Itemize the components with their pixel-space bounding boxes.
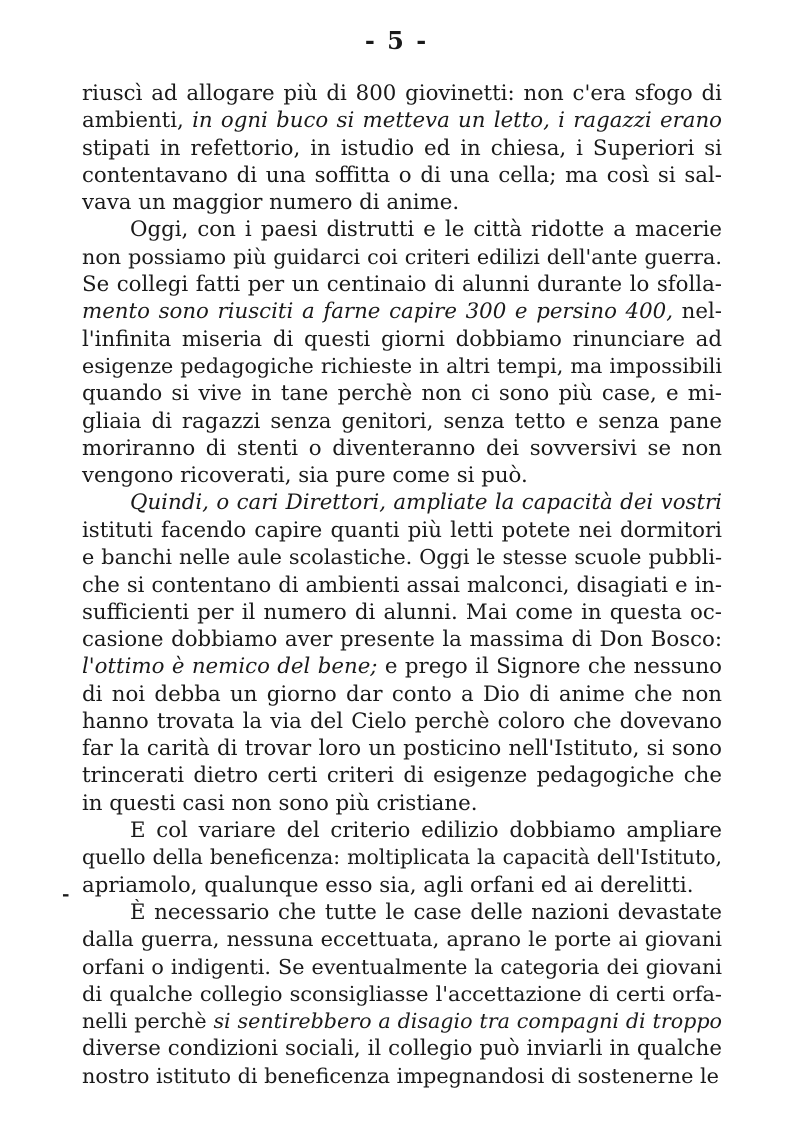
text-line bbox=[82, 135, 722, 162]
text-run: far la carità di trovar loro un posticino nell'Istituto, si sono bbox=[82, 736, 722, 762]
text-run: casione dobbiamo aver presente la massima di Don Bosco: bbox=[82, 626, 722, 652]
text-run: diverse condizioni sociali, il collegio può inviarli in qualche bbox=[82, 1036, 722, 1062]
text-line bbox=[82, 326, 722, 353]
text-line bbox=[82, 872, 722, 899]
text-line bbox=[82, 817, 722, 844]
text-line bbox=[82, 762, 722, 789]
text-line bbox=[82, 681, 722, 708]
text-line bbox=[82, 790, 722, 817]
text-run: istituti facendo capire quanti più letti potete nei dormitori bbox=[82, 517, 722, 543]
text-run: quando si vive in tane perchè non ci sono più case, e mi- bbox=[82, 381, 722, 407]
text-line bbox=[82, 653, 722, 680]
italic-text: mento sono riusciti a farne capire 300 e persino 400, bbox=[82, 299, 673, 325]
text-line bbox=[82, 162, 722, 189]
text-run: È necessario che tutte le case delle nazioni devastate bbox=[130, 899, 722, 925]
body-text bbox=[82, 80, 722, 1090]
text-run: vengono ricoverati, sia pure come si può. bbox=[82, 463, 528, 489]
text-run: trincerati dietro certi criteri di esigenze pedagogiche che bbox=[82, 763, 722, 789]
paragraph bbox=[82, 899, 722, 1090]
text-line bbox=[82, 380, 722, 407]
text-line bbox=[82, 271, 722, 298]
italic-text: in ogni buco si metteva un letto, i ragazzi erano bbox=[192, 108, 722, 134]
text-run: e prego il Signore che nessuno bbox=[377, 654, 722, 680]
italic-text: si sentirebbero a disagio tra compagni di troppo bbox=[213, 1009, 722, 1034]
text-line bbox=[82, 844, 722, 871]
text-run: nelli perchè bbox=[82, 1009, 214, 1034]
text-run: orfani o indigenti. Se eventualmente la categoria dei giovani bbox=[82, 954, 722, 979]
text-run: in questi casi non sono più cristiane. bbox=[82, 790, 478, 816]
text-line bbox=[82, 298, 722, 325]
text-line bbox=[82, 735, 722, 762]
text-line bbox=[82, 408, 722, 435]
text-line bbox=[82, 189, 722, 216]
text-line bbox=[82, 926, 722, 953]
text-run: riuscì ad allogare più di 800 giovinetti: non c'era sfogo di bbox=[82, 81, 722, 106]
text-run: dalla guerra, nessuna eccettuata, aprano le porte ai giovani bbox=[82, 927, 722, 952]
text-line bbox=[82, 981, 722, 1008]
paragraph bbox=[82, 817, 722, 899]
text-line bbox=[82, 626, 722, 653]
text-line bbox=[82, 1063, 722, 1090]
text-line bbox=[82, 571, 722, 598]
text-run: di noi debba un giorno dar conto a Dio di anime che non bbox=[82, 681, 722, 707]
text-line bbox=[82, 1035, 722, 1062]
italic-text: l'ottimo è nemico del bene; bbox=[82, 654, 378, 680]
text-run: ambienti, bbox=[82, 108, 193, 134]
text-run: stipati in refettorio, in istudio ed in chiesa, i Superiori si bbox=[82, 135, 722, 161]
text-run: esigenze pedagogiche richieste in altri tempi, ma impossibili bbox=[82, 353, 722, 378]
text-run: Se collegi fatti per un centinaio di alunni durante lo sfolla- bbox=[82, 272, 722, 298]
text-line bbox=[82, 544, 722, 571]
text-line bbox=[82, 1008, 722, 1035]
text-line bbox=[82, 489, 722, 516]
text-run: contentavano di una soffitta o di una cella; ma così si sal- bbox=[82, 162, 722, 188]
text-run: l'infinita miseria di questi giorni dobbiamo rinunciare ad bbox=[82, 326, 722, 352]
text-run: apriamolo, qualunque esso sia, agli orfani ed ai derelitti. bbox=[82, 872, 694, 898]
paragraph bbox=[82, 80, 722, 216]
text-run: e banchi nelle aule scolastiche. Oggi le stesse scuole pubbli- bbox=[82, 545, 722, 570]
text-line bbox=[82, 954, 722, 981]
paragraph bbox=[82, 489, 722, 817]
text-run: nostro istituto di beneficenza impegnandosi di sostenerne le bbox=[82, 1063, 719, 1088]
text-line bbox=[82, 462, 722, 489]
text-run: vava un maggior numero di anime. bbox=[82, 190, 460, 216]
text-line bbox=[82, 107, 722, 134]
text-line bbox=[82, 517, 722, 544]
text-run: di qualche collegio sconsigliasse l'accettazione di certi orfa- bbox=[82, 981, 722, 1006]
text-run: moriranno di stenti o diventeranno dei sovversivi se non bbox=[82, 435, 722, 461]
text-line bbox=[82, 899, 722, 926]
paragraph bbox=[82, 216, 722, 489]
text-run: Oggi, con i paesi distrutti e le città ridotte a macerie bbox=[130, 217, 722, 243]
text-line bbox=[82, 80, 722, 107]
margin-mark: - bbox=[62, 884, 70, 905]
text-run: gliaia di ragazzi senza genitori, senza tetto e senza pane bbox=[82, 408, 722, 434]
text-line bbox=[82, 708, 722, 735]
text-line bbox=[82, 216, 722, 243]
page-number: - 5 - bbox=[364, 26, 429, 55]
text-line bbox=[82, 244, 722, 271]
text-line bbox=[82, 599, 722, 626]
text-run: quello della beneficenza: moltiplicata la capacità dell'Istituto, bbox=[82, 845, 722, 870]
text-line bbox=[82, 353, 722, 380]
italic-text: Quindi, o cari Direttori, ampliate la capacità dei vostri bbox=[130, 490, 722, 516]
text-line bbox=[82, 435, 722, 462]
text-run: nel- bbox=[672, 299, 722, 325]
text-run: sufficienti per il numero di alunni. Mai come in questa oc- bbox=[82, 599, 722, 625]
text-run: non possiamo più guidarci coi criteri edilizi dell'ante guerra. bbox=[82, 244, 722, 269]
text-run: E col variare del criterio edilizio dobbiamo ampliare bbox=[130, 818, 722, 844]
text-run: hanno trovata la via del Cielo perchè coloro che dovevano bbox=[82, 708, 722, 734]
text-run: che si contentano di ambienti assai malconci, disagiati e in- bbox=[82, 572, 722, 598]
